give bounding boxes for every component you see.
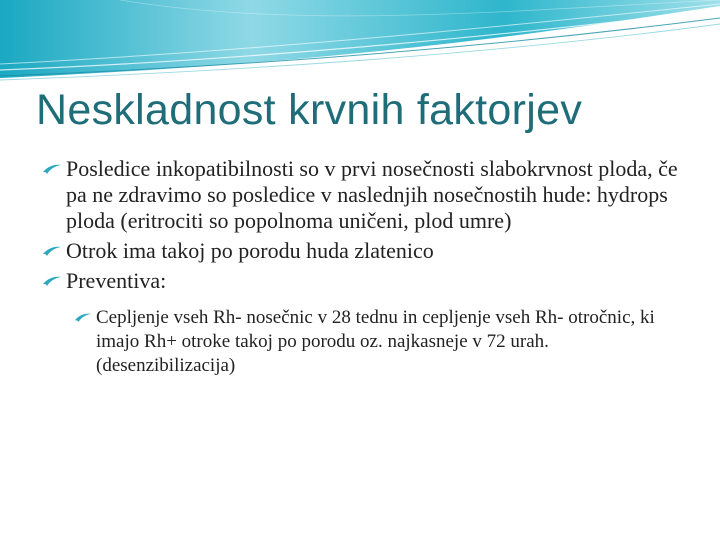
bullet-text: Otrok ima takoj po porodu huda zlatenico (66, 238, 434, 263)
list-item (42, 238, 692, 264)
sub-list-item (74, 306, 676, 378)
swoosh-icon (42, 245, 62, 257)
page-title: Neskladnost krvnih faktorjev (36, 86, 583, 134)
swoosh-icon (74, 312, 92, 323)
list-item (42, 268, 692, 294)
list-item (42, 156, 692, 234)
swoosh-icon (42, 275, 62, 287)
header-wave-banner (0, 0, 720, 90)
bullet-text: Posledice inkopatibilnosti so v prvi nosečnosti slabokrvnost ploda, če pa ne zdravimo so posledice v naslednjih nosečnostih hude: hydrops ploda (eritrociti so popolnoma uničeni, plod umre) (66, 156, 678, 233)
bullet-text: Preventiva: (66, 268, 167, 293)
bullet-list (42, 156, 692, 378)
sub-bullet-text: Cepljenje vseh Rh- nosečnic v 28 tednu in cepljenje vseh Rh- otročnic, ki imajo Rh+ otroke takoj po porodu oz. najkasneje v 72 urah. (desenzibilizacija) (96, 307, 655, 376)
swoosh-icon (42, 163, 62, 175)
